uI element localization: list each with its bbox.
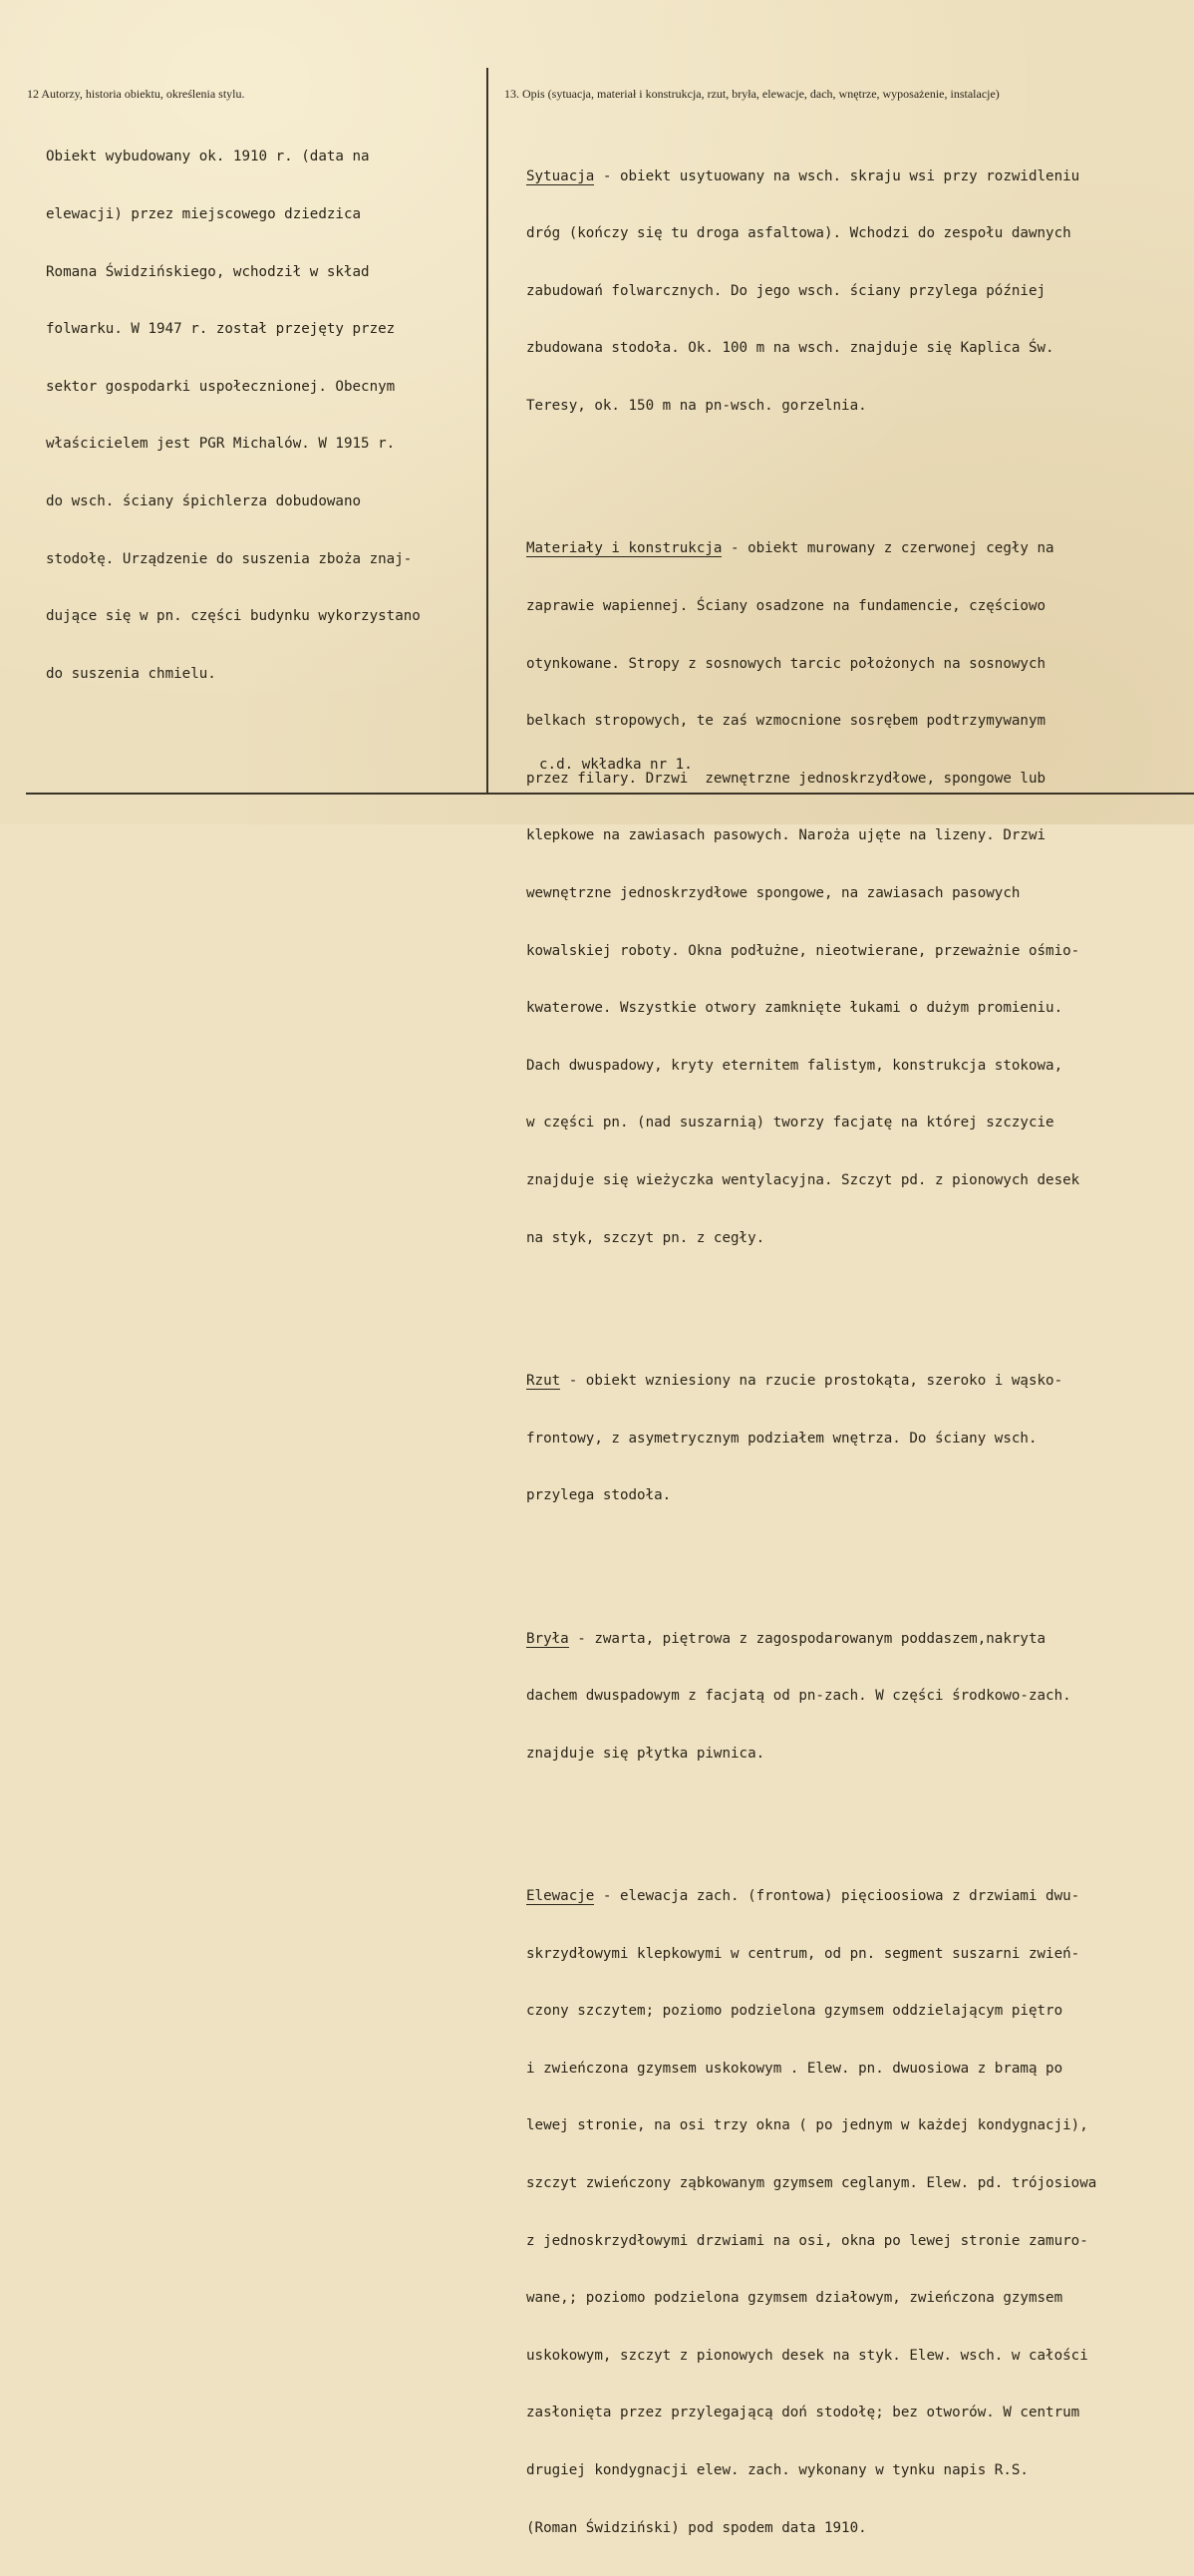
section-line: frontowy, z asymetrycznym podziałem wnętrza. Do ściany wsch. xyxy=(526,1430,1038,1447)
description-text xyxy=(526,110,1096,2576)
history-line: dujące się w pn. części budynku wykorzystano xyxy=(46,608,421,625)
section-line: Teresy, ok. 150 m na pn-wsch. gorzelnia. xyxy=(526,397,867,414)
section-line: otynkowane. Stropy z sosnowych tarcic położonych na sosnowych xyxy=(526,655,1046,672)
section-heading-elewacje: Elewacje xyxy=(526,1888,595,1905)
column-divider xyxy=(486,68,488,794)
section-line: skrzydłowymi klepkowymi w centrum, od pn. segment suszarni zwień- xyxy=(526,1945,1080,1962)
section-text: - obiekt murowany z czerwonej cegły na xyxy=(722,540,1054,557)
history-line: właścicielem jest PGR Michalów. W 1915 r. xyxy=(46,436,396,453)
section-line: przylega stodoła. xyxy=(526,1487,672,1504)
section-line: zabudowań folwarcznych. Do jego wsch. ściany przylega później xyxy=(526,282,1046,299)
section-line: lewej stronie, na osi trzy okna ( po jednym w każdej kondygnacji), xyxy=(526,2117,1088,2134)
history-text xyxy=(46,110,421,722)
section-line: przez filary. Drzwi zewnętrzne jednoskrzydłowe, spongowe lub xyxy=(526,770,1046,787)
section-line: kowalskiej roboty. Okna podłużne, nieotwierane, przeważnie ośmio- xyxy=(526,942,1080,959)
section-line: belkach stropowych, te zaś wzmocnione sosrębem podtrzymywanym xyxy=(526,713,1046,730)
section-heading-rzut: Rzut xyxy=(526,1372,561,1389)
section-line: z jednoskrzydłowymi drzwiami na osi, okna po lewej stronie zamuro- xyxy=(526,2232,1088,2249)
paragraph-gap xyxy=(526,1544,1096,1553)
history-line: Obiekt wybudowany ok. 1910 r. (data na xyxy=(46,149,370,165)
section-line: wane,; poziomo podzielona gzymsem działowym, zwieńczona gzymsem xyxy=(526,2290,1063,2307)
left-column-header: 12 Autorzy, historia obiektu, określenia stylu. xyxy=(27,87,245,101)
history-line: folwarku. W 1947 r. został przejęty przez xyxy=(46,321,396,338)
section-line: klepkowe na zawiasach pasowych. Naroża ujęte na lizeny. Drzwi xyxy=(526,827,1046,844)
section-text: - obiekt wzniesiony na rzucie prostokąta, szeroko i wąsko- xyxy=(560,1372,1063,1389)
section-line: kwaterowe. Wszystkie otwory zamknięte łukami o dużym promieniu. xyxy=(526,1000,1063,1017)
section-first-line xyxy=(526,167,1096,186)
section-line: znajduje się wieżyczka wentylacyjna. Szczyt pd. z pionowych desek xyxy=(526,1171,1080,1188)
right-column-header: 13. Opis (sytuacja, materiał i konstrukcja, rzut, bryła, elewacje, dach, wnętrze, wyposażenie, instalacje) xyxy=(504,87,1000,101)
section-text: - elewacja zach. (frontowa) pięcioosiowa z drzwiami dwu- xyxy=(594,1888,1080,1905)
section-line: w części pn. (nad suszarnią) tworzy facjatę na której szczycie xyxy=(526,1115,1054,1131)
section-line: zasłonięta przez przylegającą doń stodołę; bez otworów. W centrum xyxy=(526,2405,1080,2421)
section-heading-bryla: Bryła xyxy=(526,1630,569,1647)
section-line: zaprawie wapiennej. Ściany osadzone na fundamencie, częściowo xyxy=(526,597,1046,614)
paragraph-gap xyxy=(526,1801,1096,1810)
paragraph-gap xyxy=(526,455,1096,464)
section-first-line xyxy=(526,539,1096,558)
history-line: Romana Świdzińskiego, wchodził w skład xyxy=(46,263,370,280)
section-heading-materialy: Materiały i konstrukcja xyxy=(526,540,723,557)
bottom-rule xyxy=(26,793,1194,795)
section-line: wewnętrzne jednoskrzydłowe spongowe, na zawiasach pasowych xyxy=(526,884,1021,901)
history-line: elewacji) przez miejscowego dziedzica xyxy=(46,206,362,222)
section-line: zbudowana stodoła. Ok. 100 m na wsch. znajduje się Kaplica Św. xyxy=(526,340,1054,357)
section-line: uskokowym, szczyt z pionowych desek na styk. Elew. wsch. w całości xyxy=(526,2347,1088,2364)
continuation-note: c.d. wkładka nr 1. xyxy=(539,757,693,773)
section-line: (Roman Świdziński) pod spodem data 1910. xyxy=(526,2519,867,2536)
section-text: - obiekt usytuowany na wsch. skraju wsi przy rozwidleniu xyxy=(594,167,1080,184)
section-first-line xyxy=(526,1372,1096,1391)
history-line: do suszenia chmielu. xyxy=(46,665,216,682)
section-line: szczyt zwieńczony ząbkowanym gzymsem ceglanym. Elew. pd. trójosiowa xyxy=(526,2175,1097,2192)
section-line: czony szczytem; poziomo podzielona gzymsem oddzielającym piętro xyxy=(526,2003,1063,2020)
section-line: i zwieńczona gzymsem uskokowym . Elew. pn. dwuosiowa z bramą po xyxy=(526,2060,1063,2077)
section-line: dachem dwuspadowym z facjatą od pn-zach. W części środkowo-zach. xyxy=(526,1688,1071,1705)
section-line: dróg (kończy się tu droga asfaltowa). Wchodzi do zespołu dawnych xyxy=(526,225,1071,242)
section-text: - zwarta, piętrowa z zagospodarowanym poddaszem,nakryta xyxy=(568,1630,1046,1647)
section-line: znajduje się płytka piwnica. xyxy=(526,1745,765,1762)
section-line: Dach dwuspadowy, kryty eternitem falistym, konstrukcja stokowa, xyxy=(526,1057,1063,1074)
section-line: na styk, szczyt pn. z cegły. xyxy=(526,1229,765,1246)
history-line: stodołę. Urządzenie do suszenia zboża znaj- xyxy=(46,550,413,567)
section-line: drugiej kondygnacji elew. zach. wykonany w tynku napis R.S. xyxy=(526,2462,1029,2479)
section-heading-sytuacja: Sytuacja xyxy=(526,167,595,184)
history-line: sektor gospodarki uspołecznionej. Obecnym xyxy=(46,378,396,395)
section-first-line xyxy=(526,1887,1096,1906)
history-line: do wsch. ściany śpichlerza dobudowano xyxy=(46,492,362,509)
section-first-line xyxy=(526,1630,1096,1649)
paragraph-gap xyxy=(526,1286,1096,1295)
